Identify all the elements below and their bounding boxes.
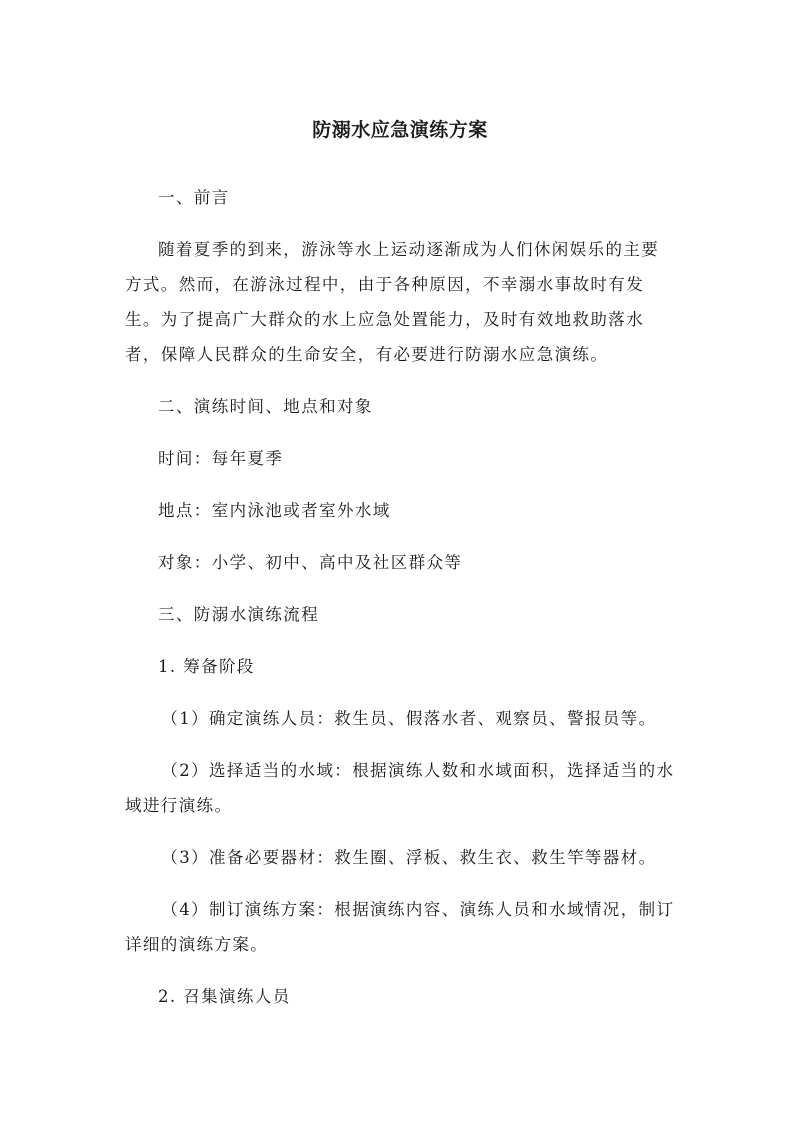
preface-paragraph: 随着夏季的到来，游泳等水上运动逐渐成为人们休闲娱乐的主要方式。然而，在游泳过程中，由于各种原因，不幸溺水事故时有发生。为了提高广大群众的水上应急处置能力，及时有效地救助落水者，保障人民群众的生命安全，有必要进行防溺水应急演练。 <box>125 240 660 364</box>
section-heading-preface: 一、前言 <box>158 188 230 207</box>
time-line: 时间：每年夏季 <box>158 449 284 468</box>
list-item: （2）选择适当的水域：根据演练人数和水域面积，选择适当的水域进行演练。 <box>125 761 675 815</box>
target-line: 对象：小学、初中、高中及社区群众等 <box>158 553 463 572</box>
section-heading-time-place: 二、演练时间、地点和对象 <box>158 397 373 416</box>
step-preparation: 1. 筹备阶段 <box>158 657 255 676</box>
document-title: 防溺水应急演练方案 <box>312 119 488 141</box>
section-heading-process: 三、防溺水演练流程 <box>158 605 320 624</box>
document-body <box>125 180 675 1031</box>
list-item: （3）准备必要器材：救生圈、浮板、救生衣、救生竿等器材。 <box>161 848 657 867</box>
step-assemble: 2. 召集演练人员 <box>158 987 291 1006</box>
list-item: （1）确定演练人员：救生员、假落水者、观察员、警报员等。 <box>161 709 657 728</box>
place-line: 地点：室内泳池或者室外水域 <box>158 501 391 520</box>
list-item: （4）制订演练方案：根据演练内容、演练人员和水域情况，制订详细的演练方案。 <box>125 900 675 954</box>
